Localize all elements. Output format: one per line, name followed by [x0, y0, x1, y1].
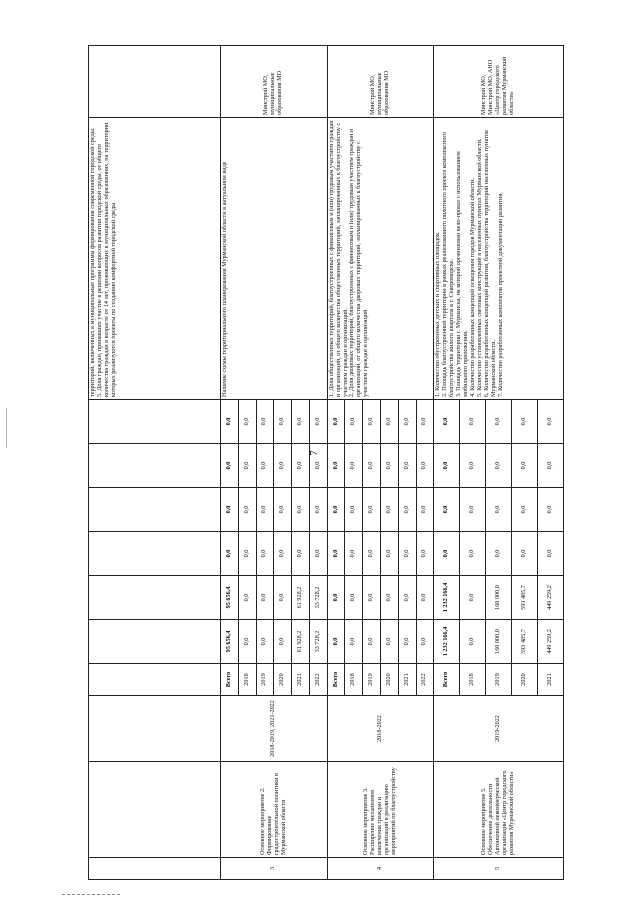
table-cell: 61 928,2 [292, 620, 310, 664]
table-cell: 0,0 [434, 400, 460, 444]
cell [89, 858, 221, 880]
table-cell: 0,0 [381, 620, 399, 664]
table-cell: Основное мероприятие 5. Обеспечение деятельности Автономной некоммерческой организации «Центр городского развития Мурманской области» [434, 762, 564, 858]
table-cell: 0,0 [220, 444, 238, 488]
table-cell: 61 928,2 [292, 576, 310, 620]
table-cell: 0,0 [256, 620, 274, 664]
table-cell: 0,0 [292, 532, 310, 576]
table-cell: 0,0 [434, 532, 460, 576]
activities-table [88, 45, 564, 880]
table-cell: Основное мероприятие 2. Формирование градостроительной политики в Мурманской области [220, 762, 327, 858]
table-cell: 1. Доля общественных территорий, благоустроенных с финансовым и (или) трудовым участием граждан и организаций, от общего количества общественных территорий, запланированных к благоустройству с участием граждан и организаций. 2. Доля дворовых территорий, благоустроенных с финансовым и (или) трудовым участием граждан и организаций, от общего количества дворовых территорий, запланированных к благоустройству с участием граждан и организаций [327, 118, 434, 400]
table-cell: 0,0 [381, 400, 399, 444]
cell [89, 400, 221, 444]
table-cell: 2018 [238, 664, 256, 696]
rotated-table-container [88, 46, 564, 880]
table-cell: 0,0 [398, 532, 416, 576]
table-cell: 0,0 [381, 576, 399, 620]
table-cell: 0,0 [512, 532, 538, 576]
table-body [220, 46, 563, 880]
table-cell: 0,0 [256, 532, 274, 576]
cell [89, 576, 221, 620]
table-cell: 0,0 [345, 444, 363, 488]
table-cell: 0,0 [537, 400, 563, 444]
table-cell: 0,0 [274, 532, 292, 576]
table-cell: 0,0 [238, 532, 256, 576]
table-cell: 0,0 [327, 576, 345, 620]
table-cell: 0,0 [486, 400, 512, 444]
table-cell: 2020 [381, 664, 399, 696]
table-cell: 0,0 [398, 620, 416, 664]
table-cell: 0,0 [327, 620, 345, 664]
table-cell: 0,0 [238, 444, 256, 488]
table-cell: 0,0 [345, 620, 363, 664]
table-cell: 95 656,4 [220, 576, 238, 620]
table-cell: 0,0 [327, 488, 345, 532]
table-cell: 0,0 [238, 620, 256, 664]
table-row [434, 46, 460, 880]
table-cell: 0,0 [512, 400, 538, 444]
table-cell: 0,0 [274, 488, 292, 532]
table-cell: 0,0 [292, 488, 310, 532]
cell [89, 762, 221, 858]
table-cell: 0,0 [486, 488, 512, 532]
table-cell: 0,0 [256, 576, 274, 620]
table-cell: 449 259,2 [537, 620, 563, 664]
table-cell: 593 485,7 [512, 576, 538, 620]
table-cell: 0,0 [220, 400, 238, 444]
table-cell: 2020 [512, 664, 538, 696]
table-cell: 0,0 [416, 444, 434, 488]
cell [89, 664, 221, 696]
table-cell: Минстрой МО, муниципальные образования МО [327, 46, 434, 118]
results-cell: территорий, включенных в муниципальные программы формирования современной городской среды. 5. Доля граждан, принявших участие в решении вопросов развития городской среды, от общего количества граждан в возрасте от 14 лет, проживающих в муниципальных образованиях, на территории которых реализуются проекты по созданию комфортной городской среды [89, 118, 221, 400]
table-cell: 1 232 166,4 [434, 576, 460, 620]
table-cell: 0,0 [238, 576, 256, 620]
table-cell: 0,0 [327, 444, 345, 488]
table-cell: 4 [327, 858, 434, 880]
table-cell: 0,0 [460, 400, 486, 444]
table-cell: 2020 [274, 664, 292, 696]
table-cell: 2018-2019, 2021-2022 [220, 696, 327, 762]
table-cell: 2021 [537, 664, 563, 696]
table-cell: 0,0 [309, 488, 327, 532]
table-cell: 2019-2022 [434, 696, 564, 762]
table-cell: 0,0 [363, 532, 381, 576]
cell [89, 46, 221, 118]
table-row [327, 46, 345, 880]
scan-bottom-mark [62, 894, 120, 896]
table-cell: 33 728,2 [309, 576, 327, 620]
table-cell: 3 [220, 858, 327, 880]
table-cell: 0,0 [256, 488, 274, 532]
table-cell: 0,0 [537, 444, 563, 488]
table-cell: 0,0 [238, 400, 256, 444]
table-cell: 0,0 [460, 444, 486, 488]
table-cell: 0,0 [274, 400, 292, 444]
page-number: 7 [307, 450, 320, 456]
table-cell: 0,0 [398, 444, 416, 488]
table-cell: 160 000,0 [486, 576, 512, 620]
table-cell: 0,0 [363, 576, 381, 620]
continuation-row [89, 46, 221, 880]
table-cell: 0,0 [220, 488, 238, 532]
table-cell: 0,0 [292, 444, 310, 488]
table-cell: 0,0 [238, 488, 256, 532]
table-cell: 2021 [292, 664, 310, 696]
table-cell: 0,0 [309, 532, 327, 576]
table-cell: Минстрой МО, муниципальные образования МО [220, 46, 327, 118]
table-cell: 0,0 [398, 488, 416, 532]
table-cell: 0,0 [363, 400, 381, 444]
cell [89, 488, 221, 532]
table-cell: Всего [434, 664, 460, 696]
table-cell: 2018-2022 [327, 696, 434, 762]
table-cell: Основное мероприятие 3. Расширение механизмов вовлечения граждан и организаций в реализацию мероприятий по благоустройству [327, 762, 434, 858]
table-row [220, 46, 238, 880]
table-cell: 1. Количество обустроенных детских и спортивных площадок. 2. Площадь благоустроенной территории в рамках реализованного пилотного проекта комплексного благоустройства жилого квартала в г. Североморске. 3. Площадь территории г. Мурманска, на которой организован вело-прокат с использованием мобильного приложения. 4. Количество разработанных концепций освещения городов Мурманской области. 5. Количество установленных световых конструкций в населенных пунктах Мурманской области. 6. Количество разработанных концепций развития, благоустройства территорий населенных пунктов Мурманской области. 7. Количество разработанных комплектов проектной документации развития, [434, 118, 564, 400]
table-cell: 0,0 [460, 488, 486, 532]
table-cell: 0,0 [256, 400, 274, 444]
table-cell: 0,0 [363, 444, 381, 488]
table-cell: Наличие схемы территориального планирования Мурманской области в актуальном виде [220, 118, 327, 400]
table-cell: 593 485,7 [512, 620, 538, 664]
table-cell: 0,0 [309, 400, 327, 444]
table-cell: 0,0 [512, 488, 538, 532]
table-cell: 0,0 [345, 400, 363, 444]
table-cell: 0,0 [327, 400, 345, 444]
table-cell: 0,0 [434, 488, 460, 532]
table-cell: 0,0 [416, 488, 434, 532]
table-cell: 0,0 [345, 532, 363, 576]
table-cell: 0,0 [381, 532, 399, 576]
table-cell: 0,0 [537, 488, 563, 532]
table-cell: 0,0 [381, 488, 399, 532]
table-cell: 2019 [363, 664, 381, 696]
cell [89, 532, 221, 576]
table-cell: 0,0 [398, 400, 416, 444]
table-cell: 2022 [309, 664, 327, 696]
table-cell: 0,0 [486, 444, 512, 488]
table-cell: 0,0 [460, 532, 486, 576]
table-cell: 0,0 [220, 532, 238, 576]
table-cell: 0,0 [460, 576, 486, 620]
table-cell: 0,0 [345, 576, 363, 620]
table-cell: 0,0 [486, 532, 512, 576]
table-cell: 0,0 [256, 444, 274, 488]
table-cell: 449 259,2 [537, 576, 563, 620]
table-cell: 0,0 [327, 532, 345, 576]
table-cell: 0,0 [363, 488, 381, 532]
table-cell: 0,0 [274, 576, 292, 620]
table-cell: 0,0 [416, 400, 434, 444]
table-cell: 0,0 [309, 444, 327, 488]
table-cell: 95 656,4 [220, 620, 238, 664]
table-cell: 0,0 [416, 532, 434, 576]
cell [89, 444, 221, 488]
table-cell: 0,0 [460, 620, 486, 664]
table-cell: Всего [327, 664, 345, 696]
table-cell: 0,0 [416, 620, 434, 664]
table-cell: 5 [434, 858, 564, 880]
table-cell: Минстрой МО, Минстрой МО, АНО «Центр городского развития Мурманской области» [434, 46, 564, 118]
table-cell: 0,0 [537, 532, 563, 576]
table-cell: 0,0 [274, 620, 292, 664]
cell [89, 620, 221, 664]
table-cell: 0,0 [381, 444, 399, 488]
table-cell: 0,0 [274, 444, 292, 488]
table-cell: 0,0 [345, 488, 363, 532]
table-cell: 2018 [345, 664, 363, 696]
table-cell: 1 232 166,4 [434, 620, 460, 664]
table-cell: 2022 [416, 664, 434, 696]
cell [89, 696, 221, 762]
table-cell: 0,0 [416, 576, 434, 620]
scan-edge-mark [6, 408, 7, 448]
table-cell: 0,0 [512, 444, 538, 488]
table-cell: 0,0 [363, 620, 381, 664]
table-cell: 160 000,0 [486, 620, 512, 664]
table-cell: 0,0 [398, 576, 416, 620]
table-cell: 33 728,2 [309, 620, 327, 664]
table-cell: 2021 [398, 664, 416, 696]
table-cell: 2019 [256, 664, 274, 696]
table-cell: Всего [220, 664, 238, 696]
table-cell: 2018 [460, 664, 486, 696]
table-cell: 2019 [486, 664, 512, 696]
table-cell: 0,0 [434, 444, 460, 488]
table-cell: 0,0 [292, 400, 310, 444]
